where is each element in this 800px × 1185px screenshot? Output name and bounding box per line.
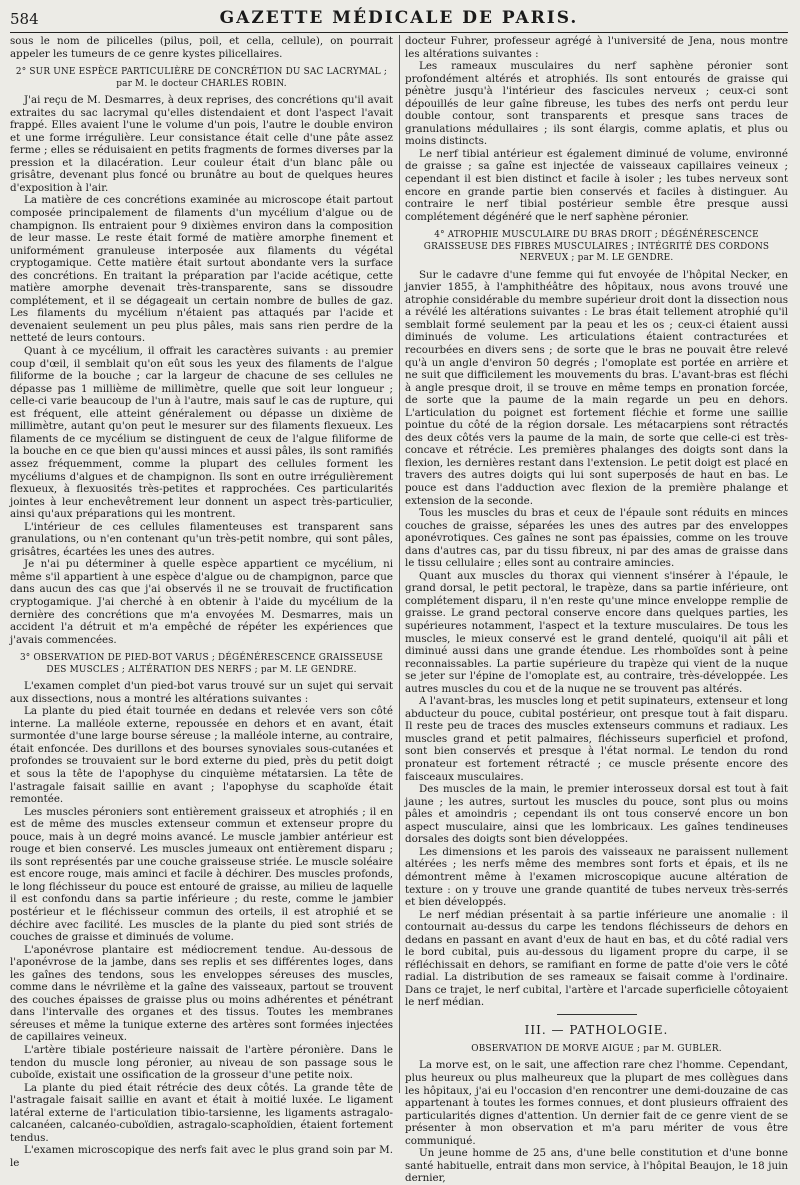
paragraph: La matière de ces concrétions examinée au microscope était partout composée principalement de filaments d'un mycélium d'algue ou de champignon. Ils entraient pour 9 dixièmes environ dans la composition de leur masse. Le reste était formé de matière amorphe finement et uniformément granuleuse interposée aux filaments du végétal cryptogamique. Cette matière était surtout abondante vers la surface des concrétions. En traitant la préparation par l'acide acétique, cette matière amorphe devenait très-transparente, sans se dissoudre complétement, et il se dégageait un certain nombre de bulles de gaz. Les filaments du mycélium n'étaient pas attaqués par l'acide et devenaient seulement un peu plus pâles, mais sans rien perdre de la netteté de leurs contours.	[10, 194, 393, 345]
paragraph: Je n'ai pu déterminer à quelle espèce appartient ce mycélium, ni même s'il appartient à une espèce d'algue ou de champignon, parce que dans aucun des cas que j'ai observés il ne se trouvait de fructification cryptogamique. J'ai cherché à en obtenir à l'aide du mycélium de la dernière des concrétions que m'a envoyées M. Desmarres, mais un accident l'a détruit et m'a empêché de répéter les expériences que j'avais commencées.	[10, 558, 393, 646]
page-number: 584	[10, 10, 39, 28]
section-heading-3: 3° OBSERVATION DE PIED-BOT VARUS ; DÉGÉNÉRESCENCE GRAISSEUSE DES MUSCLES ; ALTÉRATION DES NERFS ; par M. LE GENDRE.	[19, 653, 384, 675]
column-divider	[399, 35, 400, 1093]
paragraph: Des muscles de la main, le premier interosseux dorsal est tout à fait jaune ; les autres, surtout les muscles du pouce, sont plus ou moins pâles et amoindris ; cependant ils ont tous conservé encore un bon aspect musculaire, ainsi que les lombricaux. Les gaînes tendineuses dorsales des doigts sont bien développées.	[405, 783, 788, 846]
text-columns	[10, 35, 788, 1185]
paragraph: L'artère tibiale postérieure naissait de l'artère péronière. Dans le tendon du muscle long péronier, au niveau de son passage sous le cuboïde, existait une ossification de la grosseur d'une petite noix.	[10, 1044, 393, 1082]
paragraph: La plante du pied était tournée en dedans et relevée vers son côté interne. La malléole externe, repoussée en dehors et en avant, était surmontée d'une large bourse séreuse ; la malléole interne, au contraire, était enfoncée. Des durillons et des bourses synoviales sous-cutanées et profondes se trouvaient sur le bord externe du pied, près du petit doigt et sous la tête de l'apophyse du cinquième métatarsien. La tête de l'astragale faisait saillie en avant ; l'apophyse du scaphoïde était remontée.	[10, 705, 393, 806]
intro-paragraph: sous le nom de pilicelles (pilus, poil, et cella, cellule), on pourrait appeler les tumeurs de ce genre kystes pilicellaires.	[10, 35, 393, 60]
paragraph: L'examen microscopique des nerfs fait avec le plus grand soin par M. le	[10, 1144, 393, 1169]
section-heading-2: 2° SUR UNE ESPÈCE PARTICULIÈRE DE CONCRÉTION DU SAC LACRYMAL ; par M. le docteur CHARLES ROBIN.	[15, 67, 388, 89]
paragraph: Les dimensions et les parois des vaisseaux ne paraissent nullement altérées ; les nerfs même des membres sont forts et épais, et ils ne démontrent même à l'examen microscopique aucune altération de texture : on y trouve une grande quantité de tubes nerveux très-serrés et bien développés.	[405, 845, 788, 909]
paragraph: Sur le cadavre d'une femme qui fut envoyée de l'hôpital Necker, en janvier 1855, à l'amphithéâtre des hôpitaux, nous avons trouvé une atrophie considérable du membre supérieur droit dont la dissection nous a révélé les altérations suivantes : Le bras était tellement atrophié qu'il semblait formé seulement par la peau et les os ; ceux-ci étaient aussi diminués de volume. Les articulations étaient contracturées et recourbées en divers sens ; de sorte que le bras ne pouvait être relevé qu'à un angle d'environ 50 degrés ; l'omoplate est portée en arrière et ne suit que difficilement les mouvements du bras. L'avant-bras est fléchi à angle presque droit, il se trouve en même temps en pronation forcée, de sorte que la paume de la main regarde un peu en dehors. L'articulation du poignet est fortement fléchie et forme une saillie pointue du côté de la région dorsale. Les métacarpiens sont rétractés des deux côtés vers la paume de la main, de sorte que celle-ci est très-concave et rétrécie. Les premières phalanges des doigts sont dans la flexion, les dernières restant dans l'extension. Le petit doigt est placé en travers des autres doigts qui lui sont superposés de haut en bas. Le pouce est dans l'adduction avec flexion de la première phalange et extension de la seconde.	[405, 268, 788, 507]
right-column	[405, 35, 788, 1185]
paragraph: J'ai reçu de M. Desmarres, à deux reprises, des concrétions qu'il avait extraites du sac lacrymal qu'elles distendaient et dont l'aspect l'avait frappé. Elles avaient l'une le volume d'un pois, l'autre le double environ et une forme irrégulière. Leur consistance était celle d'une pâte assez ferme ; elles se réduisaient en petits fragments de formes diverses par la pression et la dilacération. Leur couleur était d'un blanc pâle ou grisâtre, devenant plus foncé ou brunâtre au bout de quelques heures d'exposition à l'air.	[10, 94, 393, 194]
paragraph: Tous les muscles du bras et ceux de l'épaule sont réduits en minces couches de graisse, séparées les unes des autres par des enveloppes aponévrotiques. Ces gaînes ne sont pas épaissies, comme on les trouve dans d'autres cas, par du tissu fibreux, ni par des amas de graisse dans le tissu cellulaire ; elles sont au contraire amincies.	[405, 507, 788, 570]
paragraph: Quant aux muscles du thorax qui viennent s'insérer à l'épaule, le grand dorsal, le petit pectoral, le trapèze, dans sa partie inférieure, ont complétement disparu, il n'en reste qu'une mince enveloppe remplie de graisse. Le grand pectoral conserve encore dans quelques parties, les supérieures notamment, l'aspect et la texture musculaires. De tous les muscles, le mieux conservé est le grand dentelé, quoiqu'il ait pâli et diminué aussi dans une grande étendue. Les rhomboïdes sont à peine reconnaissables. La partie supérieure du trapèze qui vient de la nuque se jeter sur l'épine de l'omoplate est, au contraire, très-développée. Les autres muscles du cou et de la nuque ne se trouvent pas altérés.	[405, 569, 788, 695]
paragraph: Le nerf tibial antérieur est également diminué de volume, environné de graisse ; sa gaîne est injectée de vaisseaux capillaires veineux ; cependant il est bien distinct et facile à isoler ; les tubes nerveux sont encore en grande partie bien conservés et faciles à distinguer. Au contraire le nerf tibial postérieur semble être presque aussi complétement dégénéré que le nerf saphène péronier.	[405, 147, 788, 223]
paragraph: docteur Fuhrer, professeur agrégé à l'université de Jena, nous montre les altérations suivantes :	[405, 35, 788, 60]
paragraph: Les rameaux musculaires du nerf saphène péronier sont profondément altérés et atrophiés. Ils sont entourés de graisse qui pénètre jusqu'à l'intérieur des fascicules nerveux ; ceux-ci sont dépouillés de leur gaîne fibreuse, les tubes des nerfs ont perdu leur double contour, sont transparents et presque sans traces de granulations médullaires ; ils sont élargis, comme aplatis, et plus ou moins distincts.	[405, 60, 788, 148]
page-header	[10, 6, 788, 33]
paragraph: L'aponévrose plantaire est médiocrement tendue. Au-dessous de l'aponévrose de la jambe, dans ses replis et ses différentes loges, dans les gaînes des tendons, sous les enveloppes séreuses des muscles, comme dans le névrilème et la gaîne des vaisseaux, partout se trouvent des couches épaisses de graisse plus ou moins adhérentes et pénétrant dans l'intervalle des organes et des tissus. Toutes les membranes séreuses et même la tunique externe des artères sont formées injectées de capillaires veineux.	[10, 943, 393, 1044]
observation-heading: OBSERVATION DE MORVE AIGUE ; par M. GUBLER.	[471, 1043, 722, 1054]
paragraph: Le nerf médian présentait à sa partie inférieure une anomalie : il contournait au-dessus du carpe les tendons fléchisseurs de dehors en dedans en passant en avant d'eux de haut en bas, et du côté radial vers le bord cubital, puis au-dessous du ligament propre du carpe, il se réfléchissait en dehors, se ramifiant en forme de patte d'oie vers le côté radial. La distribution de ses rameaux se faisait comme à l'ordinaire. Dans ce trajet, le nerf cubital, l'artère et l'arcade superficielle côtoyaient le nerf médian.	[405, 908, 788, 1009]
paragraph: Quant à ce mycélium, il offrait les caractères suivants : au premier coup d'œil, il semblait qu'on eût sous les yeux des filaments de l'algue filiforme de la bouche ; car la largeur de chacune de ses cellules ne dépasse pas 1 millième de millimètre, quelle que soit leur longueur ; celle-ci varie beaucoup de l'un à l'autre, mais sauf le cas de rupture, qui est fréquent, elle atteint généralement ou dépasse un dixième de millimètre, autant qu'on peut le mesurer sur des filaments flexueux. Les filaments de ce mycélium se distinguent de ceux de l'algue filiforme de la bouche en ce que bien qu'aussi minces et aussi pâles, ils sont ramifiés assez fréquemment, comme la plupart des cellules forment les mycéliums d'algues et de champignon. Ils sont en outre irrégulièrement flexueux, à flexuosités très-petites et rapprochées. Ces particularités jointes à leur enchevêtrement leur donnent un aspect très-particulier, ainsi qu'aux préparations qui les montrent.	[10, 345, 393, 521]
paragraph: A l'avant-bras, les muscles long et petit supinateurs, extenseur et long abducteur du pouce, cubital postérieur, ont presque tout à fait disparu. Il reste peu de traces des muscles extenseurs communs et radiaux. Les muscles grand et petit palmaires, fléchisseurs superficiel et profond, sont bien conservés et presque à l'état normal. Le tendon du rond pronateur est fortement rétracté ; ce muscle présente encore des faisceaux musculaires.	[405, 695, 788, 783]
paragraph: Les muscles péroniers sont entièrement graisseux et atrophiés ; il en est de même des muscles extenseur commun et extenseur propre du pouce, mais à un degré moins avancé. Le muscle jambier antérieur est rouge et bien conservé. Les muscles jumeaux ont entièrement disparu ; ils sont représentés par une couche graisseuse striée. Le muscle soléaire est encore rouge, mais aminci et facile à déchirer. Des muscles profonds, le long fléchisseur du pouce est entouré de graisse, au milieu de laquelle il est confondu dans sa partie inférieure ; du reste, comme le jambier postérieur et le fléchisseur commun des orteils, il est atrophié et se déchire avec facilité. Les muscles de la plante du pied sont striés de couches de graisse et diminués de volume.	[10, 805, 393, 944]
chapter-heading: III. — PATHOLOGIE.	[524, 1022, 669, 1037]
paragraph: L'examen complet d'un pied-bot varus trouvé sur un sujet qui servait aux dissections, nous a montré les altérations suivantes :	[10, 680, 393, 705]
paragraph: La morve est, on le sait, une affection rare chez l'homme. Cependant, plus heureux ou plus malheureux que la plupart de mes collègues dans les hôpitaux, j'ai eu l'occasion d'en rencontrer une demi-douzaine de cas appartenant à toutes les formes connues, et dont plusieurs offraient des particularités dignes d'attention. Un dernier fait de ce genre vient de se présenter à mon observation et m'a paru mériter de vous être communiqué.	[405, 1059, 788, 1147]
paragraph: L'intérieur de ces cellules filamenteuses est transparent sans granulations, ou n'en contenant qu'un très-petit nombre, qui sont pâles, grisâtres, écartées les unes des autres.	[10, 520, 393, 558]
section-heading-4: 4° ATROPHIE MUSCULAIRE DU BRAS DROIT ; DÉGÉNÉRESCENCE GRAISSEUSE DES FIBRES MUSCULAIRES ; INTÉGRITÉ DES CORDONS NERVEUX ; par M. LE GENDRE.	[423, 230, 770, 264]
paragraph: Un jeune homme de 25 ans, d'une belle constitution et d'une bonne santé habituelle, entrait dans mon service, à l'hôpital Beaujon, le 18 juin dernier,	[405, 1147, 788, 1185]
journal-title: GAZETTE MÉDICALE DE PARIS.	[219, 8, 579, 28]
left-column	[10, 35, 393, 1169]
divider	[557, 1014, 637, 1015]
paragraph: La plante du pied était rétrécie des deux côtés. La grande tête de l'astragale faisait saillie en avant et était à moitié luxée. Le ligament latéral externe de l'articulation tibio-tarsienne, les ligaments astragalo-calcanéen, calcanéo-cuboïdien, astragalo-scaphoïdien, étaient fortement tendus.	[10, 1081, 393, 1144]
